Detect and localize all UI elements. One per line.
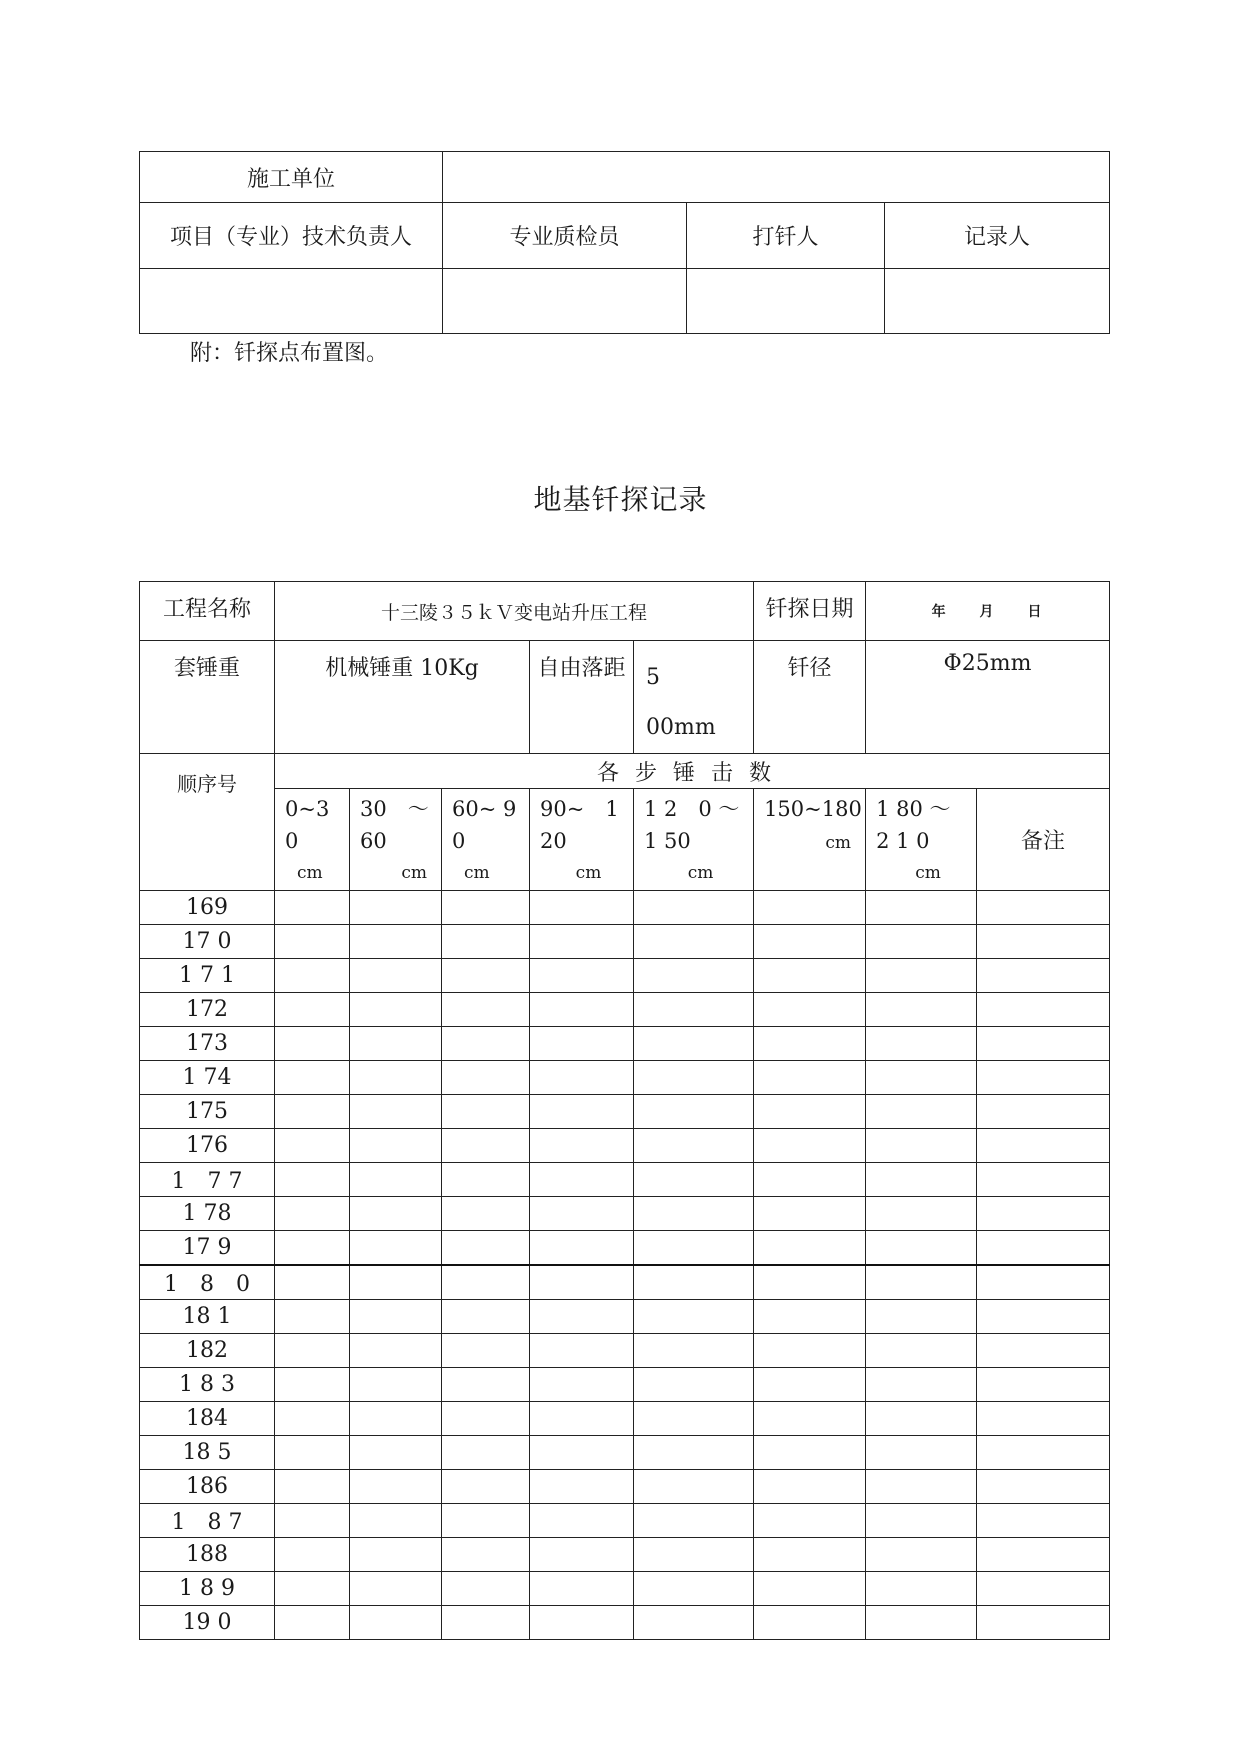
depth-range-unit: cm [915, 863, 941, 883]
blow-count-cell[interactable] [350, 891, 442, 925]
sequence-number: 186 [140, 1470, 275, 1504]
blow-count-cell[interactable] [754, 1027, 866, 1061]
blow-count-cell[interactable] [442, 1129, 530, 1163]
probe-date-value[interactable]: 年 月 日 [866, 582, 1110, 641]
blow-count-cell[interactable] [866, 1129, 977, 1163]
blow-count-cell[interactable] [754, 1163, 866, 1197]
blow-count-cell[interactable] [754, 1231, 866, 1266]
blow-count-cell[interactable] [275, 1027, 350, 1061]
depth-range-unit: cm [464, 863, 490, 883]
depth-range-line: 1 50 [644, 829, 691, 853]
blow-count-cell[interactable] [634, 1197, 754, 1231]
sequence-number: 1 8 3 [140, 1368, 275, 1402]
blow-count-cell[interactable] [350, 1231, 442, 1266]
remark-cell[interactable] [977, 1606, 1110, 1640]
table-row [140, 1231, 1110, 1266]
table-row [140, 1061, 1110, 1095]
blow-count-cell[interactable] [275, 1163, 350, 1197]
blow-count-cell[interactable] [634, 1402, 754, 1436]
blow-count-cell[interactable] [350, 1368, 442, 1402]
table-row [140, 1027, 1110, 1061]
depth-range-header-5 [754, 789, 866, 891]
hammer-weight-value[interactable]: 机械锤重 10Kg [275, 641, 530, 754]
sequence-number: 1 7 1 [140, 959, 275, 993]
table-row [140, 1436, 1110, 1470]
recorder-signature[interactable] [885, 269, 1110, 334]
sequence-number: 169 [140, 891, 275, 925]
remark-cell[interactable] [977, 959, 1110, 993]
blow-count-cell[interactable] [442, 1095, 530, 1129]
depth-range-header-1 [350, 789, 442, 891]
blow-count-cell[interactable] [754, 1470, 866, 1504]
remark-cell[interactable] [977, 1504, 1110, 1538]
blow-count-cell[interactable] [866, 1265, 977, 1300]
blow-count-cell[interactable] [350, 925, 442, 959]
blow-count-cell[interactable] [530, 1572, 634, 1606]
blow-count-cell[interactable] [275, 891, 350, 925]
blow-count-cell[interactable] [530, 1027, 634, 1061]
blow-count-cell[interactable] [530, 1436, 634, 1470]
rod-diameter-value[interactable]: Φ25mm [866, 641, 1110, 754]
remark-cell[interactable] [977, 1231, 1110, 1266]
blow-count-cell[interactable] [530, 1470, 634, 1504]
blow-count-cell[interactable] [866, 1163, 977, 1197]
blow-count-cell[interactable] [634, 925, 754, 959]
depth-range-line: 150~180 [764, 797, 862, 821]
blow-count-cell[interactable] [866, 891, 977, 925]
blow-count-cell[interactable] [350, 1129, 442, 1163]
blow-count-cell[interactable] [634, 993, 754, 1027]
table-row [140, 1129, 1110, 1163]
blow-count-cell[interactable] [442, 1231, 530, 1266]
blow-count-cell[interactable] [530, 1402, 634, 1436]
blow-count-cell[interactable] [634, 1436, 754, 1470]
table-row [140, 1572, 1110, 1606]
blow-count-cell[interactable] [866, 1572, 977, 1606]
remark-cell[interactable] [977, 1300, 1110, 1334]
blow-count-cell[interactable] [350, 1572, 442, 1606]
depth-range-line: 1 80 ～ [876, 797, 951, 821]
blow-count-cell[interactable] [275, 1061, 350, 1095]
blow-count-cell[interactable] [275, 1436, 350, 1470]
blow-count-cell[interactable] [634, 1368, 754, 1402]
depth-range-line: 1 2 0 ～ [644, 797, 740, 821]
blow-count-cell[interactable] [634, 1300, 754, 1334]
blow-count-cell[interactable] [754, 925, 866, 959]
depth-range-header-6 [866, 789, 977, 891]
blow-count-cell[interactable] [634, 1606, 754, 1640]
blow-count-cell[interactable] [442, 993, 530, 1027]
depth-range-header-3 [530, 789, 634, 891]
blow-count-cell[interactable] [350, 1470, 442, 1504]
remark-cell[interactable] [977, 1572, 1110, 1606]
blow-count-cell[interactable] [530, 1061, 634, 1095]
blow-count-cell[interactable] [275, 1265, 350, 1300]
blow-count-cell[interactable] [754, 1265, 866, 1300]
blow-count-cell[interactable] [866, 1061, 977, 1095]
remark-cell[interactable] [977, 1027, 1110, 1061]
blow-count-cell[interactable] [634, 1470, 754, 1504]
blow-count-cell[interactable] [634, 1231, 754, 1266]
sequence-number: 17 9 [140, 1231, 275, 1266]
depth-range-line: 2 1 0 [876, 829, 930, 853]
remark-cell[interactable] [977, 1470, 1110, 1504]
blow-count-cell[interactable] [634, 1061, 754, 1095]
remark-cell[interactable] [977, 1197, 1110, 1231]
recorder-label: 记录人 [885, 203, 1110, 269]
depth-range-line: 60 [360, 829, 387, 853]
blow-count-cell[interactable] [634, 1027, 754, 1061]
depth-range-line: 30 ～ [360, 797, 429, 821]
blow-count-cell[interactable] [634, 1334, 754, 1368]
blow-count-cell[interactable] [754, 1129, 866, 1163]
table-row [140, 1402, 1110, 1436]
blow-count-cell[interactable] [530, 1504, 634, 1538]
free-fall-value-line1: 5 [646, 665, 660, 690]
blow-count-cell[interactable] [350, 1538, 442, 1572]
blow-count-cell[interactable] [442, 1061, 530, 1095]
sequence-number: 1 8 7 [140, 1504, 275, 1538]
depth-range-unit: cm [401, 863, 427, 883]
blow-count-cell[interactable] [442, 891, 530, 925]
free-fall-label: 自由落距 [530, 641, 634, 754]
depth-range-line: 20 [540, 829, 567, 853]
blow-count-cell[interactable] [275, 959, 350, 993]
blow-count-cell[interactable] [442, 1538, 530, 1572]
blow-count-cell[interactable] [350, 1197, 442, 1231]
blow-count-cell[interactable] [530, 1368, 634, 1402]
blow-count-cell[interactable] [530, 1231, 634, 1266]
remark-cell[interactable] [977, 1163, 1110, 1197]
blow-count-cell[interactable] [442, 925, 530, 959]
page-title: 地基钎探记录 [533, 483, 708, 516]
blow-count-cell[interactable] [350, 1334, 442, 1368]
construction-unit-value[interactable] [443, 152, 1110, 203]
blow-count-cell[interactable] [350, 1265, 442, 1300]
remarks-header: 备注 [977, 789, 1110, 891]
blow-count-cell[interactable] [866, 1300, 977, 1334]
blow-count-cell[interactable] [530, 993, 634, 1027]
remark-cell[interactable] [977, 993, 1110, 1027]
blows-per-step-header: 各步锤击数 [275, 754, 1110, 789]
blow-count-cell[interactable] [866, 1197, 977, 1231]
blow-count-cell[interactable] [275, 1572, 350, 1606]
blow-count-cell[interactable] [866, 1095, 977, 1129]
blow-count-cell[interactable] [754, 1095, 866, 1129]
remark-cell[interactable] [977, 1095, 1110, 1129]
quality-inspector-label: 专业质检员 [443, 203, 687, 269]
depth-range-unit: cm [297, 863, 323, 883]
blow-count-cell[interactable] [866, 1504, 977, 1538]
blow-count-cell[interactable] [754, 1538, 866, 1572]
blow-count-cell[interactable] [530, 1129, 634, 1163]
blow-count-cell[interactable] [634, 1129, 754, 1163]
blow-count-cell[interactable] [634, 1504, 754, 1538]
sequence-number: 1 8 9 [140, 1572, 275, 1606]
blow-count-cell[interactable] [866, 993, 977, 1027]
sequence-number: 1 7 7 [140, 1163, 275, 1197]
blow-count-cell[interactable] [275, 1538, 350, 1572]
blow-count-cell[interactable] [754, 1572, 866, 1606]
blow-count-cell[interactable] [350, 959, 442, 993]
blow-count-cell[interactable] [530, 1163, 634, 1197]
sequence-number: 1 78 [140, 1197, 275, 1231]
blow-count-cell[interactable] [866, 1538, 977, 1572]
blow-count-cell[interactable] [530, 1095, 634, 1129]
blow-count-cell[interactable] [530, 1538, 634, 1572]
blow-count-cell[interactable] [442, 1163, 530, 1197]
depth-range-line: 60~ 9 [452, 797, 517, 821]
blow-count-cell[interactable] [634, 1163, 754, 1197]
probe-date-label: 钎探日期 [754, 582, 866, 641]
blow-count-cell[interactable] [530, 1334, 634, 1368]
blow-count-cell[interactable] [442, 1334, 530, 1368]
blow-count-cell[interactable] [754, 993, 866, 1027]
blow-count-cell[interactable] [275, 1504, 350, 1538]
blow-count-cell[interactable] [634, 1572, 754, 1606]
rod-diameter-label: 钎径 [754, 641, 866, 754]
probe-record-table [139, 581, 1110, 1640]
blow-count-cell[interactable] [754, 891, 866, 925]
blow-count-cell[interactable] [530, 1606, 634, 1640]
tech-lead-label: 项目（专业）技术负责人 [140, 203, 443, 269]
blow-count-cell[interactable] [442, 1436, 530, 1470]
sequence-number: 1 8 0 [140, 1265, 275, 1300]
hammer-weight-label: 套锤重 [140, 641, 275, 754]
depth-range-line: 0 [452, 829, 466, 853]
blow-count-cell[interactable] [350, 1061, 442, 1095]
sequence-number: 17 0 [140, 925, 275, 959]
blow-count-cell[interactable] [634, 891, 754, 925]
sequence-number: 184 [140, 1402, 275, 1436]
blow-count-cell[interactable] [754, 1504, 866, 1538]
blow-count-cell[interactable] [442, 1027, 530, 1061]
attachment-note: 附：钎探点布置图。 [190, 341, 389, 366]
blow-count-cell[interactable] [350, 1436, 442, 1470]
sequence-number: 173 [140, 1027, 275, 1061]
table-row [140, 959, 1110, 993]
table-row [140, 1504, 1110, 1538]
blow-count-cell[interactable] [350, 1504, 442, 1538]
driller-label: 打钎人 [687, 203, 885, 269]
blow-count-cell[interactable] [350, 1027, 442, 1061]
remark-cell[interactable] [977, 1402, 1110, 1436]
blow-count-cell[interactable] [442, 959, 530, 993]
blow-count-cell[interactable] [530, 925, 634, 959]
blow-count-cell[interactable] [754, 1197, 866, 1231]
blow-count-cell[interactable] [350, 1163, 442, 1197]
depth-range-line: 0 [285, 829, 299, 853]
tech-lead-signature[interactable] [140, 269, 443, 334]
table-row [140, 1368, 1110, 1402]
sequence-number-header: 顺序号 [140, 754, 275, 891]
sequence-number: 18 1 [140, 1300, 275, 1334]
blow-count-cell[interactable] [530, 1197, 634, 1231]
table-row [140, 1538, 1110, 1572]
depth-range-header-4 [634, 789, 754, 891]
table-row [140, 1300, 1110, 1334]
blow-count-cell[interactable] [275, 1334, 350, 1368]
sequence-number: 182 [140, 1334, 275, 1368]
blow-count-cell[interactable] [442, 1572, 530, 1606]
blow-count-cell[interactable] [754, 1061, 866, 1095]
depth-range-header-0 [275, 789, 350, 891]
blow-count-cell[interactable] [275, 1300, 350, 1334]
blow-count-cell[interactable] [866, 1334, 977, 1368]
remark-cell[interactable] [977, 1436, 1110, 1470]
remark-cell[interactable] [977, 925, 1110, 959]
blow-count-cell[interactable] [442, 1504, 530, 1538]
blow-count-cell[interactable] [275, 1606, 350, 1640]
driller-signature[interactable] [687, 269, 885, 334]
blow-count-cell[interactable] [754, 1402, 866, 1436]
blow-count-cell[interactable] [350, 993, 442, 1027]
blow-count-cell[interactable] [866, 1027, 977, 1061]
sequence-number: 172 [140, 993, 275, 1027]
project-name-label: 工程名称 [140, 582, 275, 641]
blow-count-cell[interactable] [754, 1436, 866, 1470]
blow-count-cell[interactable] [754, 1368, 866, 1402]
blow-count-cell[interactable] [350, 1402, 442, 1436]
sequence-number: 19 0 [140, 1606, 275, 1640]
sequence-number: 1 74 [140, 1061, 275, 1095]
free-fall-value-line2: 00mm [646, 715, 716, 740]
sequence-number: 175 [140, 1095, 275, 1129]
remark-cell[interactable] [977, 1368, 1110, 1402]
blow-count-cell[interactable] [866, 1606, 977, 1640]
blow-count-cell[interactable] [442, 1265, 530, 1300]
blow-count-cell[interactable] [530, 959, 634, 993]
blow-count-cell[interactable] [530, 1300, 634, 1334]
depth-range-unit: cm [687, 863, 714, 883]
quality-inspector-signature[interactable] [443, 269, 687, 334]
table-row [140, 1095, 1110, 1129]
table-row [140, 1197, 1110, 1231]
table-row [140, 993, 1110, 1027]
blow-count-cell[interactable] [866, 1402, 977, 1436]
sequence-number: 176 [140, 1129, 275, 1163]
table-row [140, 1265, 1110, 1300]
depth-range-line: 0~3 [285, 797, 330, 821]
blow-count-cell[interactable] [866, 1231, 977, 1266]
blow-count-cell[interactable] [275, 1197, 350, 1231]
blow-count-cell[interactable] [754, 959, 866, 993]
blow-count-cell[interactable] [442, 1300, 530, 1334]
table-row [140, 1334, 1110, 1368]
free-fall-value[interactable] [634, 641, 754, 754]
blow-count-cell[interactable] [866, 1470, 977, 1504]
blow-count-cell[interactable] [442, 1470, 530, 1504]
remark-cell[interactable] [977, 1334, 1110, 1368]
remark-cell[interactable] [977, 1265, 1110, 1300]
blow-count-cell[interactable] [275, 1470, 350, 1504]
blow-count-cell[interactable] [866, 1368, 977, 1402]
remark-cell[interactable] [977, 891, 1110, 925]
blow-count-cell[interactable] [754, 1606, 866, 1640]
blow-count-cell[interactable] [442, 1368, 530, 1402]
remark-cell[interactable] [977, 1538, 1110, 1572]
personnel-table [139, 151, 1110, 334]
blow-count-cell[interactable] [634, 1538, 754, 1572]
blow-count-cell[interactable] [754, 1334, 866, 1368]
depth-range-line: 90~ 1 [540, 797, 619, 821]
blow-count-cell[interactable] [634, 1095, 754, 1129]
blow-count-cell[interactable] [442, 1402, 530, 1436]
construction-unit-label: 施工单位 [140, 152, 443, 203]
depth-range-header-2 [442, 789, 530, 891]
blow-count-cell[interactable] [275, 1368, 350, 1402]
remark-cell[interactable] [977, 1061, 1110, 1095]
blow-count-cell[interactable] [275, 1129, 350, 1163]
sequence-number: 18 5 [140, 1436, 275, 1470]
blow-count-cell[interactable] [442, 1606, 530, 1640]
blow-count-cell[interactable] [634, 959, 754, 993]
sequence-number: 188 [140, 1538, 275, 1572]
table-row [140, 1606, 1110, 1640]
blow-count-cell[interactable] [866, 925, 977, 959]
table-row [140, 1163, 1110, 1197]
blow-count-cell[interactable] [634, 1265, 754, 1300]
depth-range-unit: cm [825, 833, 852, 853]
blow-count-cell[interactable] [350, 1606, 442, 1640]
blow-count-cell[interactable] [530, 1265, 634, 1300]
table-row [140, 1470, 1110, 1504]
blow-count-cell[interactable] [350, 1095, 442, 1129]
blow-count-cell[interactable] [442, 1197, 530, 1231]
blow-count-cell[interactable] [275, 925, 350, 959]
table-row [140, 891, 1110, 925]
blow-count-cell[interactable] [754, 1300, 866, 1334]
blow-count-cell[interactable] [275, 1231, 350, 1266]
remark-cell[interactable] [977, 1129, 1110, 1163]
blow-count-cell[interactable] [275, 1402, 350, 1436]
blow-count-cell[interactable] [866, 959, 977, 993]
project-name-value[interactable]: 十三陵３５ｋＶ变电站升压工程 [275, 582, 754, 641]
probe-data-rows [140, 891, 1110, 1640]
blow-count-cell[interactable] [530, 891, 634, 925]
blow-count-cell[interactable] [275, 1095, 350, 1129]
blow-count-cell[interactable] [275, 993, 350, 1027]
table-row [140, 925, 1110, 959]
depth-range-unit: cm [575, 863, 602, 883]
blow-count-cell[interactable] [866, 1436, 977, 1470]
blow-count-cell[interactable] [350, 1300, 442, 1334]
